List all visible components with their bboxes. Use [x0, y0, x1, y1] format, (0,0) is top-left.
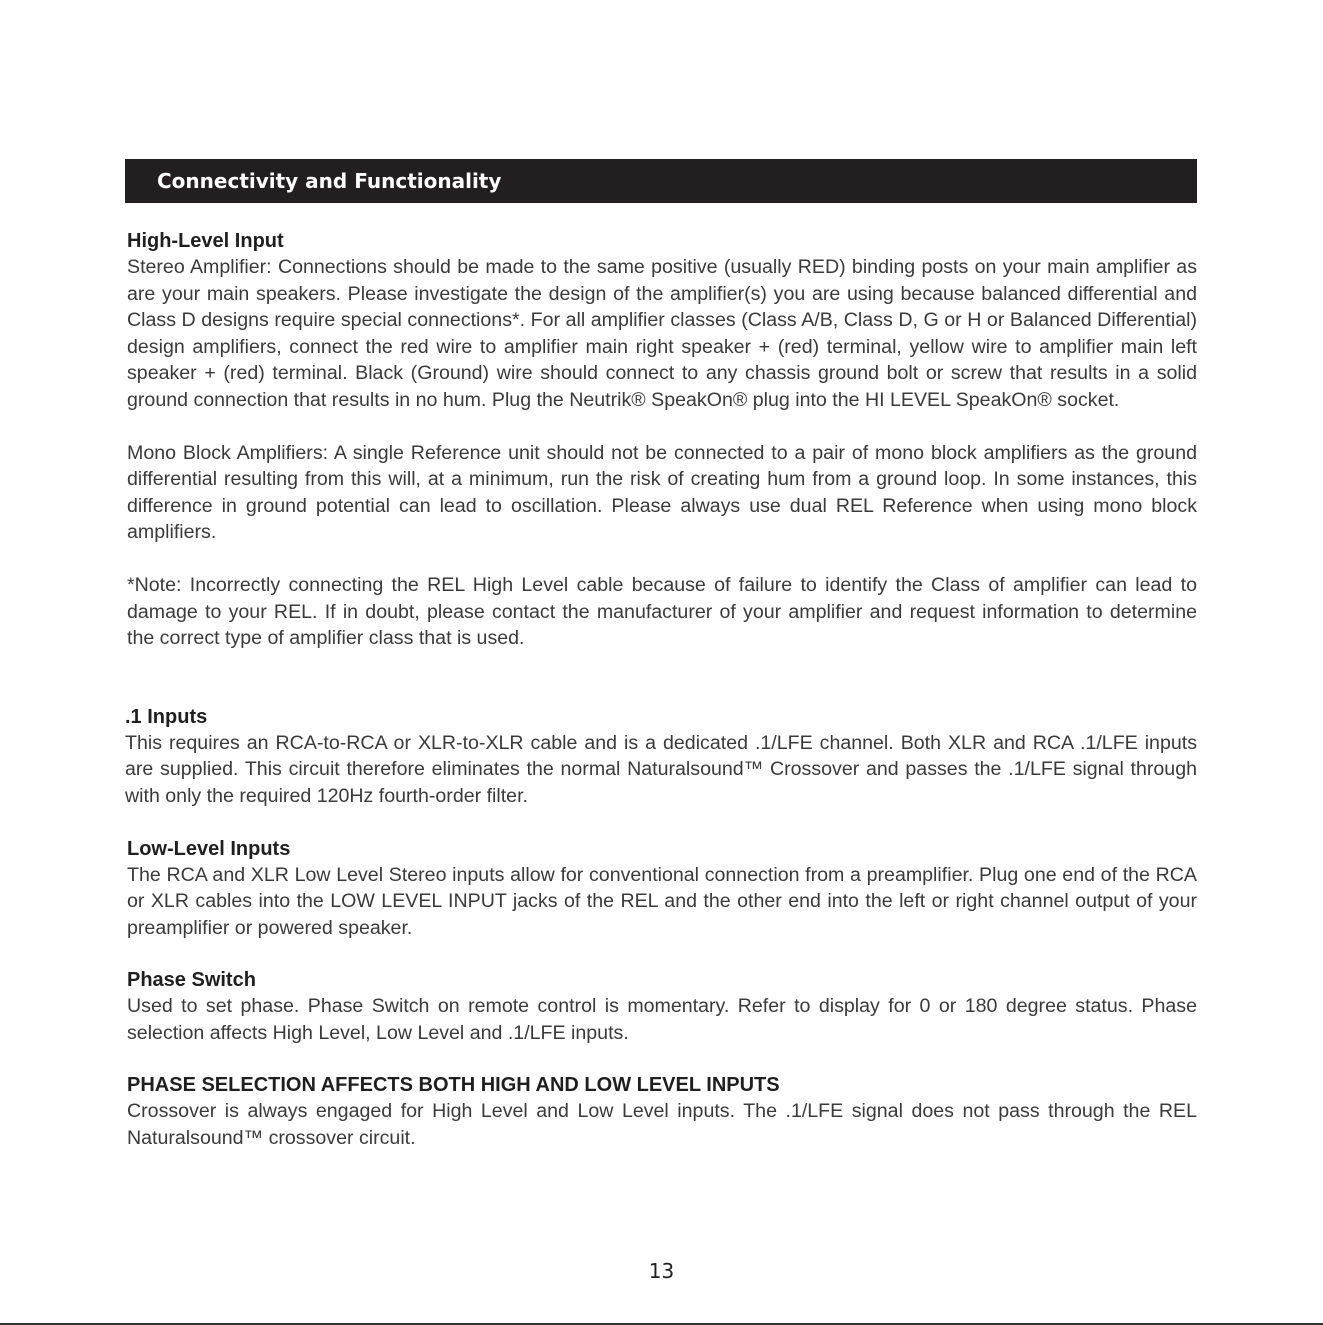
section-banner [125, 159, 1197, 203]
spacer [127, 652, 1197, 704]
banner-title: Connectivity and Functionality [157, 169, 502, 193]
page-number: 13 [648, 1259, 675, 1283]
spacer [127, 546, 1197, 572]
page-content [127, 228, 1197, 1152]
phase-selection-heading: PHASE SELECTION AFFECTS BOTH HIGH AND LOW LEVEL INPUTS [127, 1074, 780, 1097]
low-level-inputs-heading: Low-Level Inputs [127, 837, 291, 860]
mono-block-paragraph: Mono Block Amplifiers: A single Reference unit should not be connected to a pair of mono block amplifiers as the ground differential resulting from this will, at a minimum, run the risk of creating hum from a ground loop. In some instances, this difference in ground potential can lead to oscillation. Please always use dual REL Reference when using mono block amplifiers. [127, 441, 1197, 544]
stereo-amplifier-paragraph: Stereo Amplifier: Connections should be made to the same positive (usually RED) binding posts on your main amplifier as are your main speakers. Please investigate the design of the amplifier(s) you are using because balanced differential and Class D designs require special connections*. For all amplifier classes (Class A/B, Class D, G or H or Balanced Differential) design amplifiers, connect the red wire to amplifier main right speaker + (red) terminal, yellow wire to amplifier main left speaker + (red) terminal. Black (Ground) wire should connect to any chassis ground bolt or screw that results in a solid ground connection that results in no hum. Plug the Neutrik® SpeakOn® plug into the HI LEVEL SpeakOn® socket. [127, 256, 1197, 411]
phase-switch-paragraph: Used to set phase. Phase Switch on remote control is momentary. Refer to display for 0 or 180 degree status. Phase selection affects High Level, Low Level and .1/LFE inputs. [127, 995, 1197, 1044]
point-one-inputs-section [125, 704, 1197, 810]
note-paragraph: *Note: Incorrectly connecting the REL High Level cable because of failure to identify the Class of amplifier can lead to damage to your REL. If in doubt, please contact the manufacturer of your amplifier and request information to determine the correct type of amplifier class that is used. [127, 573, 1197, 650]
point-one-inputs-paragraph: This requires an RCA-to-RCA or XLR-to-XLR cable and is a dedicated .1/LFE channel. Both XLR and RCA .1/LFE inputs are supplied. This circuit therefore eliminates the normal Naturalsound™ Crossover and passes the .1/LFE signal through with only the required 120Hz fourth-order filter. [125, 731, 1197, 807]
point-one-inputs-heading: .1 Inputs [125, 705, 208, 728]
phase-selection-paragraph: Crossover is always engaged for High Level and Low Level inputs. The .1/LFE signal does not pass through the REL Naturalsound™ crossover circuit. [127, 1100, 1197, 1150]
spacer [127, 1046, 1197, 1072]
high-level-input-heading: High-Level Input [127, 230, 284, 252]
spacer [127, 941, 1197, 967]
phase-switch-heading: Phase Switch [127, 969, 256, 992]
spacer [127, 810, 1197, 836]
low-level-inputs-paragraph: The RCA and XLR Low Level Stereo inputs allow for conventional connection from a preamplifier. Plug one end of the RCA or XLR cables into the LOW LEVEL INPUT jacks of the REL and the other end into the left or right channel output of your preamplifier or powered speaker. [127, 863, 1197, 939]
spacer [127, 414, 1197, 440]
